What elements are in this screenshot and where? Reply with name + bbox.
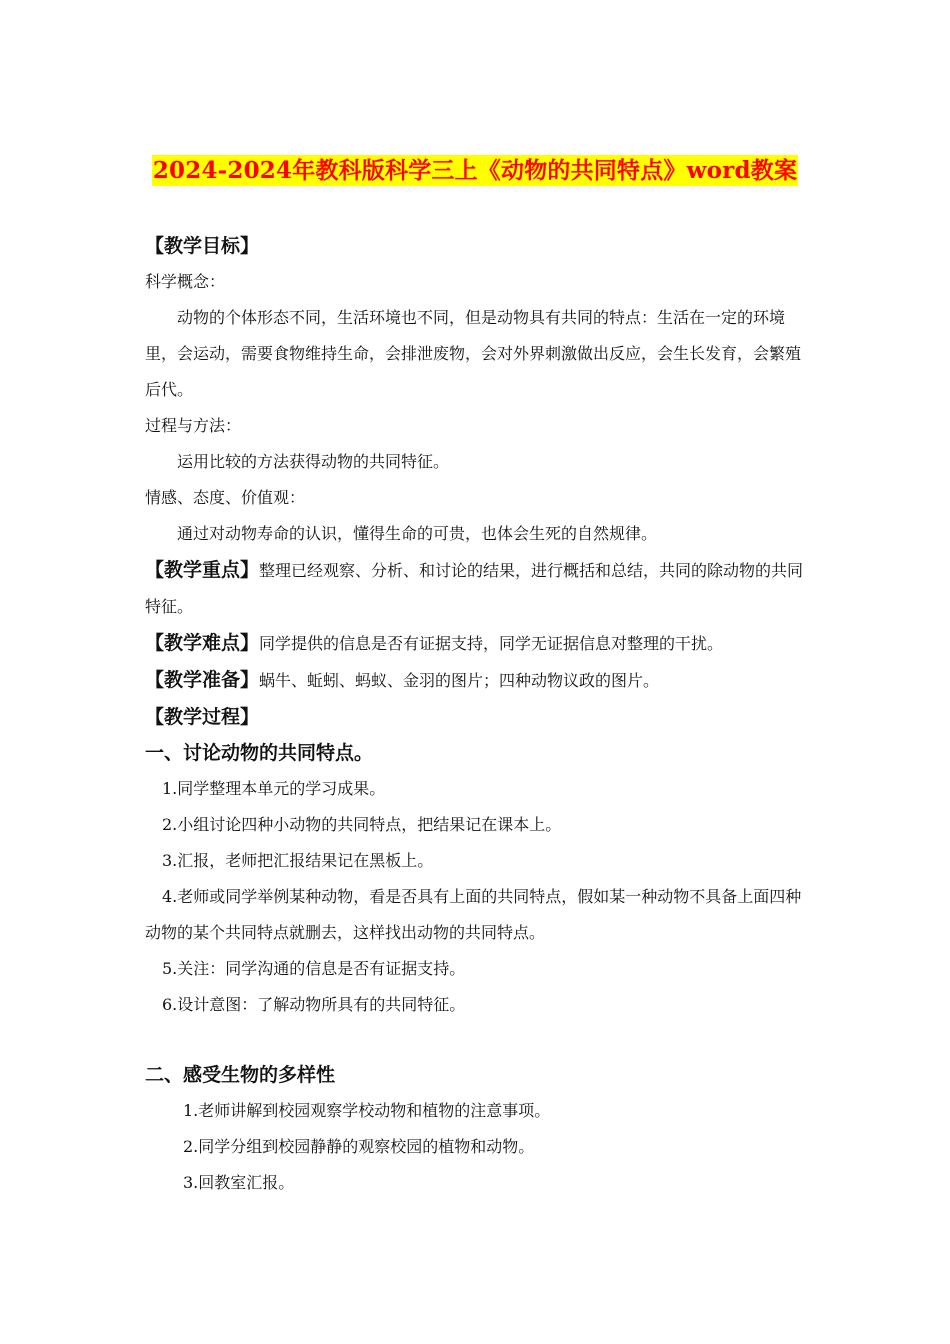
concept-label: 科学概念：: [145, 272, 226, 291]
difficulty-heading: 【教学难点】: [145, 632, 260, 654]
section-2-item: 2.同学分组到校园静静的观察校园的植物和动物。: [183, 1137, 535, 1156]
section-1-item: 3.汇报，老师把汇报结果记在黑板上。: [162, 851, 434, 870]
section-2-item: 3.回教室汇报。: [183, 1173, 295, 1192]
section-spacer: [145, 1023, 810, 1057]
key-points-heading: 【教学重点】: [145, 559, 260, 581]
section-1-item: 1.同学整理本单元的学习成果。: [162, 779, 386, 798]
section-1-item: 4.老师或同学举例某种动物，看是否具有上面的共同特点，假如某一种动物不具备上面四种动物的某个共同特点就删去，这样找出动物的共同特点。: [145, 887, 802, 942]
concept-text: 动物的个体形态不同，生活环境也不同，但是动物具有共同的特点：生活在一定的环境里，会运动，需要食物维持生命，会排泄废物，会对外界刺激做出反应，会生长发育，会繁殖后代。: [145, 308, 802, 399]
preparation-heading: 【教学准备】: [145, 669, 260, 691]
emotion-text: 通过对动物寿命的认识，懂得生命的可贵，也体会生死的自然规律。: [177, 524, 658, 543]
key-points-paragraph: [145, 552, 810, 625]
section-1-item: 2.小组讨论四种小动物的共同特点，把结果记在课本上。: [162, 815, 562, 834]
key-points-text: 整理已经观察、分析、和讨论的结果，进行概括和总结，共同的除动物的共同特征。: [145, 561, 804, 616]
process-method-label: 过程与方法：: [145, 416, 242, 435]
objectives-heading: 【教学目标】: [145, 235, 260, 257]
preparation-paragraph: [145, 662, 810, 699]
emotion-label: 情感、态度、价值观：: [145, 488, 306, 507]
document-title-text: 2024-2024年教科版科学三上《动物的共同特点》word教案: [152, 157, 798, 184]
difficulty-paragraph: [145, 625, 810, 662]
section-2-heading: 二、感受生物的多样性: [145, 1064, 336, 1086]
section-1-heading: 一、讨论动物的共同特点。: [145, 742, 374, 764]
section-2-item: 1.老师讲解到校园观察学校动物和植物的注意事项。: [183, 1101, 551, 1120]
difficulty-text: 同学提供的信息是否有证据支持，同学无证据信息对整理的干扰。: [259, 634, 724, 653]
document-title: [0, 152, 950, 185]
preparation-text: 蜗牛、蚯蚓、蚂蚁、金羽的图片；四种动物议政的图片。: [259, 671, 660, 690]
section-1-item: 6.设计意图：了解动物所具有的共同特征。: [162, 995, 466, 1014]
teaching-process-heading: 【教学过程】: [145, 706, 260, 728]
section-1-item: 5.关注：同学沟通的信息是否有证据支持。: [162, 959, 466, 978]
process-method-text: 运用比较的方法获得动物的共同特征。: [177, 452, 450, 471]
document-body: [145, 228, 810, 1201]
